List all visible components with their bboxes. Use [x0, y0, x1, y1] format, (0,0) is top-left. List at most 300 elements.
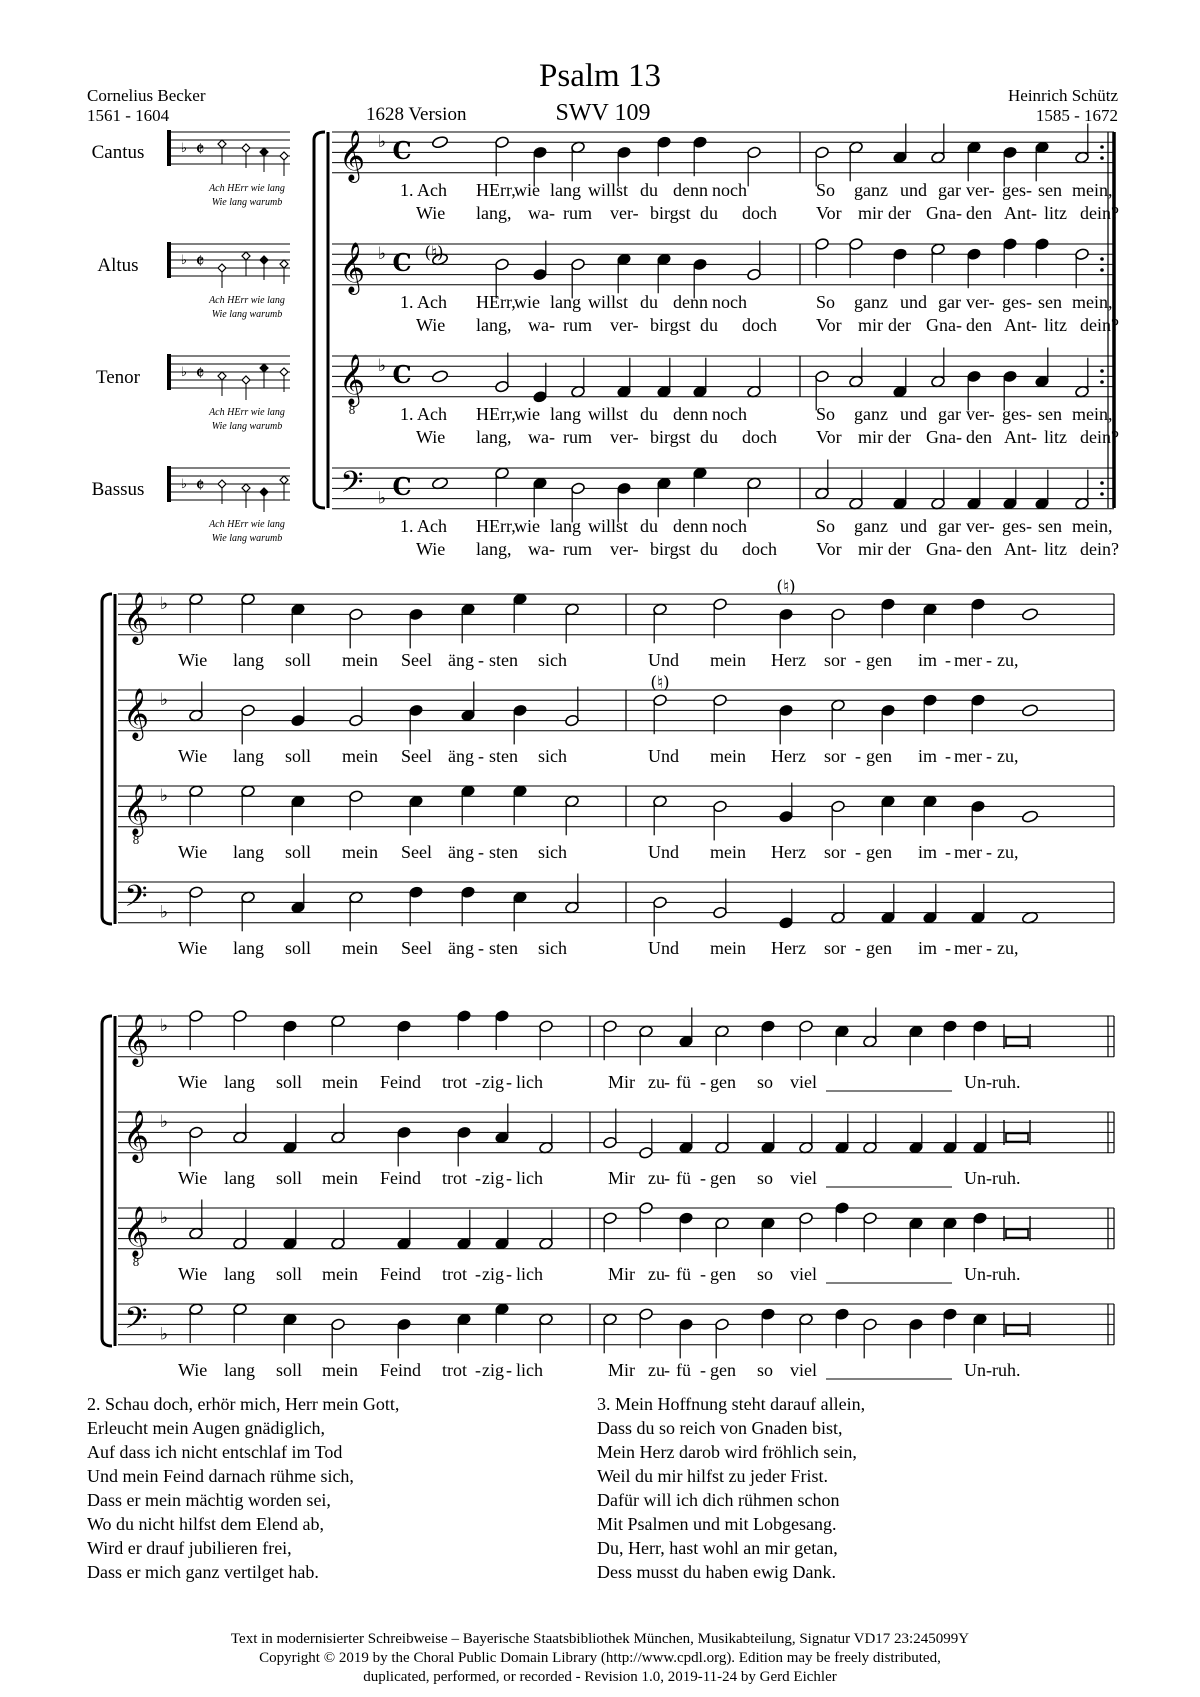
lyric-syllable: ver- — [966, 516, 995, 536]
lyric-syllable: Und — [648, 842, 679, 862]
notehead — [241, 785, 256, 798]
notehead — [779, 608, 794, 621]
lyric-syllable: Wie — [178, 650, 208, 670]
octave-mark: 8 — [132, 1256, 140, 1269]
note — [943, 1308, 958, 1348]
notehead — [761, 1308, 776, 1321]
lyric-syllable: ges- — [1002, 180, 1032, 200]
notehead — [849, 497, 864, 510]
key-flat-icon: ♭ — [377, 356, 387, 377]
notehead — [679, 1141, 694, 1154]
lyric-syllable: sen — [1038, 404, 1062, 424]
lyric-syllable: - — [664, 1264, 670, 1284]
notehead — [461, 603, 476, 616]
notehead — [349, 714, 364, 727]
notehead — [189, 1126, 204, 1139]
lyric-syllable: Ant- — [1004, 203, 1037, 223]
note — [457, 1010, 472, 1050]
notehead — [831, 608, 846, 621]
lyric-syllable: 1. Ach — [400, 292, 447, 312]
note — [639, 1308, 654, 1348]
note — [835, 1308, 850, 1348]
note — [349, 687, 364, 727]
lyric-syllable: mer — [954, 842, 982, 862]
notehead — [973, 1212, 988, 1225]
lyric-syllable: im — [918, 746, 938, 766]
lyric-syllable: - — [945, 842, 951, 862]
notehead — [909, 1318, 924, 1331]
editorial-natural-icon: (♮) — [424, 243, 444, 263]
notehead — [715, 1217, 730, 1230]
lyric-syllable: so — [757, 1264, 774, 1284]
lyric-syllable: äng — [448, 650, 474, 670]
lyric-syllable: du — [700, 427, 718, 447]
note — [331, 1210, 346, 1250]
lyric-syllable: ges- — [1002, 516, 1032, 536]
lyric-syllable: ver- — [610, 203, 639, 223]
lyric-syllable: denn — [673, 292, 708, 312]
notehead — [495, 258, 510, 271]
note — [967, 470, 982, 510]
lyric-syllable: Wie — [416, 315, 446, 335]
lyric-syllable: birgst — [650, 315, 691, 335]
lyric-syllable: Herz — [771, 842, 806, 862]
time-signature-icon: C — [392, 360, 412, 389]
notehead — [397, 1126, 412, 1139]
notehead — [495, 1237, 510, 1250]
lyric-syllable: Seel — [401, 650, 432, 670]
key-flat-icon: ♭ — [180, 141, 188, 156]
notehead — [1035, 375, 1050, 388]
notehead — [291, 714, 306, 727]
lyric-syllable: sen — [1038, 180, 1062, 200]
notehead — [241, 891, 256, 904]
note — [291, 795, 306, 835]
lyric-syllable: Wie — [178, 938, 208, 958]
notehead — [971, 911, 986, 924]
lyric-syllable: litz — [1044, 315, 1067, 335]
note — [931, 470, 946, 510]
key-flat-icon: ♭ — [159, 1324, 169, 1345]
lyric-syllable: wie — [514, 404, 540, 424]
lyric-syllable: - — [986, 1264, 992, 1284]
note — [931, 243, 946, 283]
notehead — [639, 1146, 654, 1159]
lyric-syllable: ganz — [854, 404, 888, 424]
lyric-syllable: trot — [442, 1168, 467, 1188]
notehead — [603, 1313, 618, 1326]
note — [189, 886, 204, 926]
notehead — [457, 1010, 472, 1023]
lyric-syllable: soll — [285, 842, 312, 862]
notehead — [657, 253, 672, 266]
notehead — [863, 1141, 878, 1154]
time-signature-icon: 𝄵 — [195, 249, 205, 273]
lyric-syllable: lang, — [476, 427, 512, 447]
lyric-syllable: mein — [322, 1360, 358, 1380]
lyric-syllable: du — [700, 315, 718, 335]
notehead — [967, 370, 982, 383]
lyric-syllable: ruh. — [992, 1360, 1021, 1380]
notehead — [457, 1126, 472, 1139]
notehead — [863, 1318, 878, 1331]
lyric-syllable: lang — [550, 292, 581, 312]
catalog-number: SWV 109 — [555, 100, 651, 126]
notehead — [241, 704, 256, 717]
lyric-syllable: Ant- — [1004, 539, 1037, 559]
lyric-syllable: mein — [342, 938, 378, 958]
note — [189, 1010, 204, 1050]
note — [349, 790, 364, 830]
lyric-syllable: ver- — [610, 427, 639, 447]
note — [603, 1212, 618, 1252]
voice-label-bassus: Bassus — [91, 479, 145, 500]
key-flat-icon: ♭ — [180, 365, 188, 380]
lyric-syllable: 1. Ach — [400, 404, 447, 424]
lyric-syllable: wie — [514, 292, 540, 312]
poet-name: Cornelius Becker — [87, 86, 206, 105]
lyric-syllable: willst — [588, 404, 629, 424]
note — [513, 891, 528, 931]
lyrics-verse1-m2-bassus — [0, 516, 1200, 540]
lyric-syllable: rum — [563, 539, 592, 559]
note — [189, 1126, 204, 1166]
notehead — [779, 916, 794, 929]
lyric-syllable: lang — [550, 516, 581, 536]
lyric-syllable: Mir — [608, 1168, 635, 1188]
staff-system1-altus — [332, 244, 1114, 285]
lyric-syllable: Ant- — [1004, 315, 1037, 335]
lyric-syllable: Wie — [416, 427, 446, 447]
note — [603, 1109, 618, 1149]
notehead — [189, 593, 204, 606]
notehead — [943, 1308, 958, 1321]
lyric-syllable: zu — [648, 1264, 665, 1284]
lyric-syllable: - — [478, 650, 484, 670]
note — [693, 358, 708, 398]
notehead — [713, 800, 728, 813]
notehead — [291, 795, 306, 808]
note — [1075, 124, 1090, 164]
lyric-syllable: sten — [489, 650, 518, 670]
note — [189, 1303, 204, 1343]
key-flat-icon: ♭ — [180, 253, 188, 268]
lyric-syllable: HErr, — [476, 292, 516, 312]
notehead — [713, 598, 728, 611]
incipit-note — [218, 480, 226, 488]
lyric-syllable: äng — [448, 842, 474, 862]
notehead — [713, 906, 728, 919]
time-signature-icon: C — [392, 136, 412, 165]
lyric-syllable: Un — [964, 1072, 986, 1092]
lyric-syllable: zu, — [997, 842, 1019, 862]
lyric-syllable: Gna- — [926, 203, 962, 223]
note — [943, 1217, 958, 1257]
note — [457, 1210, 472, 1250]
notehead — [571, 385, 586, 398]
composer-name: Heinrich Schütz — [1008, 86, 1118, 105]
lyric-syllable: So — [816, 180, 836, 200]
version-label: 1628 Version — [366, 104, 467, 125]
lyric-syllable: gar — [938, 180, 961, 200]
notehead — [1003, 370, 1018, 383]
lyric-syllable: Vor — [816, 315, 842, 335]
notehead — [831, 699, 846, 712]
lyrics-verse2-m2-tenor — [0, 427, 1200, 451]
notehead — [457, 1313, 472, 1326]
incipit-note — [280, 152, 288, 160]
lyric-syllable: litz — [1044, 427, 1067, 447]
lyric-syllable: mir — [858, 539, 883, 559]
note — [831, 608, 846, 648]
lyric-syllable: Und — [648, 938, 679, 958]
staff-system3-cantus — [118, 1016, 1114, 1057]
note — [715, 1114, 730, 1154]
lyric-syllable: du — [700, 539, 718, 559]
lyric-syllable: lang — [224, 1168, 255, 1188]
notehead — [1003, 146, 1018, 159]
note — [603, 1020, 618, 1060]
lyric-syllable: Gna- — [926, 427, 962, 447]
key-flat-icon: ♭ — [159, 1112, 169, 1133]
footer-line-2: Copyright © 2019 by the Choral Public Domain Library (http://www.cpdl.org). Edition may be freely distributed, — [259, 1650, 941, 1666]
lyric-syllable: ver- — [966, 404, 995, 424]
lyric-syllable: wie — [514, 516, 540, 536]
note — [1021, 810, 1038, 824]
lyric-syllable: ganz — [854, 516, 888, 536]
lyric-syllable: zig — [482, 1072, 504, 1092]
incipit-note — [280, 368, 288, 376]
lyric-syllable: zig — [482, 1360, 504, 1380]
note — [431, 370, 448, 384]
note — [657, 253, 672, 293]
lyric-syllable: Wie — [178, 1072, 208, 1092]
lyric-syllable: lang — [233, 842, 264, 862]
notehead — [799, 1141, 814, 1154]
key-flat-icon: ♭ — [159, 1016, 169, 1037]
note — [653, 694, 668, 734]
lyric-syllable: Mir — [608, 1072, 635, 1092]
lyric-syllable: mein, — [1072, 180, 1113, 200]
staff-system2-altus — [118, 690, 1114, 731]
repeat-dot — [1100, 481, 1104, 485]
lyric-syllable: mer — [954, 746, 982, 766]
note — [693, 136, 708, 176]
lyric-syllable: - — [700, 1168, 706, 1188]
time-signature-icon: 𝄵 — [195, 473, 205, 497]
note — [233, 1104, 248, 1144]
lyric-syllable: soll — [285, 938, 312, 958]
note — [931, 348, 946, 388]
note — [283, 1020, 298, 1060]
note — [973, 1114, 988, 1154]
note — [431, 135, 448, 149]
lyric-syllable: so — [757, 1168, 774, 1188]
voice-label-altus: Altus — [97, 255, 139, 276]
lyric-syllable: den — [966, 315, 992, 335]
incipit-note — [218, 140, 226, 148]
notehead — [431, 135, 448, 149]
notehead — [657, 477, 672, 490]
verse-2: 2. Schau doch, erhör mich, Herr mein Gott, Erleucht mein Augen gnädiglich, Auf dass ich nicht entschlaf im Tod Und mein Feind darnach rühme sich, Dass er mein mächtig worden sei, Wo du nicht hilfst dem Elend ab, Wird er drauf jubilieren frei, Dass er mich ganz vertilget hab. — [87, 1394, 400, 1582]
treble-8-clef-icon: 𝄞 — [122, 784, 150, 835]
notehead — [815, 146, 830, 159]
notehead — [495, 1303, 510, 1316]
incipit-note — [242, 144, 250, 152]
lyric-syllable: der — [888, 539, 911, 559]
lyric-syllable: trot — [442, 1072, 467, 1092]
note — [893, 124, 908, 164]
repeat-dot — [1100, 492, 1104, 496]
note — [1035, 238, 1050, 278]
lyrics-verse2-m2-bassus — [0, 539, 1200, 563]
note — [715, 1025, 730, 1065]
lyric-syllable: sich — [538, 746, 567, 766]
lyrics-system3-m2-bassus — [0, 1360, 1200, 1384]
lyric-syllable: du — [640, 404, 658, 424]
lyric-syllable: willst — [588, 180, 629, 200]
notehead — [571, 482, 586, 495]
notehead — [715, 1318, 730, 1331]
notehead — [967, 248, 982, 261]
notehead — [715, 1141, 730, 1154]
notehead — [409, 795, 424, 808]
lyric-syllable: gar — [938, 292, 961, 312]
lyric-syllable: Wie — [178, 1360, 208, 1380]
note — [815, 460, 830, 500]
lyric-syllable: doch — [742, 427, 777, 447]
lyric-syllable: gen — [866, 842, 892, 862]
lyric-syllable: so — [757, 1360, 774, 1380]
poet-dates: 1561 - 1604 — [87, 106, 170, 125]
note — [881, 598, 896, 638]
note — [863, 1318, 878, 1358]
lyric-syllable: Wie — [178, 1168, 208, 1188]
lyric-syllable: - — [986, 938, 992, 958]
repeat-dot — [1100, 257, 1104, 261]
lyrics-verse2-m2-altus — [0, 315, 1200, 339]
time-signature-icon: 𝄵 — [195, 137, 205, 161]
note — [241, 593, 256, 633]
notehead — [747, 146, 762, 159]
lyric-syllable: lich — [516, 1360, 543, 1380]
lyric-syllable: im — [918, 650, 938, 670]
notehead — [461, 886, 476, 899]
lyric-syllable: - — [475, 1072, 481, 1092]
lyric-syllable: noch — [712, 516, 747, 536]
note — [397, 1318, 412, 1358]
lyrics-system3-m2-altus — [0, 1168, 1200, 1192]
notehead — [603, 1020, 618, 1033]
lyric-syllable: - — [700, 1072, 706, 1092]
lyric-syllable: litz — [1044, 203, 1067, 223]
notehead — [909, 1025, 924, 1038]
note — [409, 704, 424, 744]
notehead — [835, 1308, 850, 1321]
note — [881, 795, 896, 835]
lyric-syllable: ver- — [966, 180, 995, 200]
lyric-syllable: fü — [676, 1072, 691, 1092]
notehead — [1075, 385, 1090, 398]
repeat-dot — [1100, 369, 1104, 373]
note — [831, 800, 846, 840]
lyrics-system2-m2-cantus — [0, 650, 1200, 674]
note — [565, 874, 580, 914]
voice-label-tenor: Tenor — [95, 367, 141, 388]
notehead — [799, 1212, 814, 1225]
notehead — [331, 1318, 346, 1331]
lyric-syllable: zu, — [997, 938, 1019, 958]
note — [409, 795, 424, 835]
notehead — [565, 603, 580, 616]
lyric-syllable: ruh. — [992, 1264, 1021, 1284]
notehead — [971, 800, 986, 813]
lyric-syllable: lang — [550, 404, 581, 424]
lyric-syllable: Mir — [608, 1264, 635, 1284]
lyric-syllable: lang, — [476, 315, 512, 335]
lyric-syllable: lang — [233, 746, 264, 766]
notehead — [513, 785, 528, 798]
note — [349, 891, 364, 931]
notehead — [653, 896, 668, 909]
lyric-syllable: und — [900, 180, 927, 200]
time-signature-icon: 𝄵 — [195, 361, 205, 385]
lyric-syllable: birgst — [650, 203, 691, 223]
lyric-syllable: noch — [712, 404, 747, 424]
footer-line-1: Text in modernisierter Schreibweise – Bayerische Staatsbibliothek München, Musikabteilung, Signatur VD17 23:245099Y — [230, 1631, 970, 1647]
note — [923, 694, 938, 734]
lyric-syllable: Vor — [816, 427, 842, 447]
incipit-text-cantus: Ach HErr wie lang Wie lang warumb — [209, 183, 285, 208]
lyric-syllable: wa- — [528, 539, 555, 559]
notehead — [967, 141, 982, 154]
lyric-syllable: sich — [538, 842, 567, 862]
notehead — [539, 1020, 554, 1033]
lyric-syllable: HErr, — [476, 516, 516, 536]
notehead — [931, 243, 946, 256]
lyric-syllable: denn — [673, 404, 708, 424]
lyric-syllable: äng — [448, 746, 474, 766]
notehead — [693, 385, 708, 398]
note — [943, 1114, 958, 1154]
note — [1035, 141, 1050, 181]
notehead — [679, 1212, 694, 1225]
incipit-note — [242, 252, 250, 260]
note — [565, 795, 580, 835]
notehead — [539, 1237, 554, 1250]
key-flat-icon: ♭ — [159, 902, 169, 923]
notehead — [1021, 608, 1038, 622]
lyric-syllable: - — [945, 746, 951, 766]
note — [967, 248, 982, 288]
notehead — [835, 1202, 850, 1215]
lyrics-verse1-m2-altus — [0, 292, 1200, 316]
notehead — [931, 375, 946, 388]
note — [835, 1025, 850, 1065]
footer-copyright — [0, 1630, 1200, 1687]
lyric-syllable: ver- — [966, 292, 995, 312]
notehead — [571, 141, 586, 154]
notehead — [409, 886, 424, 899]
lyric-syllable: Gna- — [926, 315, 962, 335]
bass-clef-icon: 𝄢 — [124, 880, 148, 921]
notehead — [881, 795, 896, 808]
notehead — [1003, 238, 1018, 251]
lyric-syllable: Herz — [771, 746, 806, 766]
notehead — [943, 1141, 958, 1154]
lyric-syllable: - — [478, 938, 484, 958]
note — [909, 1217, 924, 1257]
